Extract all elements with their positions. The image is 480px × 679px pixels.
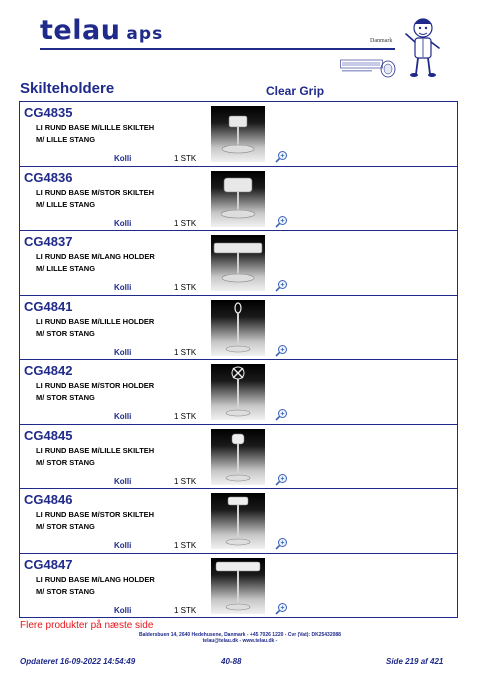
brand-suffix: aps bbox=[126, 24, 164, 44]
zoom-icon[interactable] bbox=[275, 215, 288, 228]
brand-name: telau bbox=[40, 15, 121, 46]
unit-label: Kolli bbox=[114, 476, 132, 486]
quantity: 1 STK bbox=[174, 605, 197, 615]
zoom-icon[interactable] bbox=[275, 279, 288, 292]
tall-stand-long-holder-icon bbox=[211, 558, 265, 614]
next-page-note: Flere produkter på næste side bbox=[20, 620, 154, 631]
product-photo[interactable] bbox=[211, 300, 265, 356]
product-code: CG4837 bbox=[24, 234, 73, 249]
product-description: LI RUND BASE M/STOR SKILTEH M/ STOR STANG bbox=[36, 510, 155, 531]
product-description: LI RUND BASE M/LILLE SKILTEH M/ STOR STANG bbox=[36, 445, 155, 467]
unit-label: Kolli bbox=[114, 218, 132, 228]
unit-label: Kolli bbox=[114, 605, 132, 615]
quantity: 1 STK bbox=[174, 154, 197, 163]
unit-label: Kolli bbox=[114, 154, 132, 163]
unit-label: Kolli bbox=[114, 412, 132, 421]
mascot-illustration-icon bbox=[402, 14, 444, 80]
quantity: 1 STK bbox=[174, 541, 197, 550]
product-photo[interactable] bbox=[211, 429, 265, 485]
zoom-icon[interactable] bbox=[275, 344, 288, 357]
brand-logo bbox=[40, 15, 163, 46]
short-stand-round-clip-icon bbox=[211, 106, 265, 162]
product-row bbox=[20, 425, 457, 490]
updated-timestamp: Opdateret 16-09-2022 14:54:49 bbox=[20, 657, 136, 666]
zoom-icon[interactable] bbox=[275, 408, 288, 421]
tall-stand-round-clip-icon bbox=[211, 429, 265, 485]
product-list bbox=[19, 101, 458, 618]
product-code: CG4842 bbox=[24, 363, 73, 378]
header-divider bbox=[40, 48, 395, 50]
section-title: Skilteholdere bbox=[20, 80, 115, 97]
product-code: CG4846 bbox=[24, 492, 73, 507]
product-row bbox=[20, 102, 457, 167]
product-photo[interactable] bbox=[211, 235, 265, 291]
product-photo[interactable] bbox=[211, 364, 265, 420]
product-row bbox=[20, 554, 457, 619]
product-description: LI RUND BASE M/STOR HOLDER M/ STOR STANG bbox=[36, 381, 155, 402]
company-contact: telau@telau.dk - www.telau.dk - bbox=[202, 638, 278, 644]
product-code: CG4845 bbox=[24, 427, 73, 443]
quantity: 1 STK bbox=[174, 412, 197, 421]
product-description: LI RUND BASE M/LILLE HOLDER M/ STOR STANG bbox=[36, 316, 155, 338]
quantity: 1 STK bbox=[174, 218, 197, 228]
short-stand-large-clip-icon bbox=[211, 171, 265, 227]
section-subtitle: Clear Grip bbox=[266, 84, 325, 98]
product-photo[interactable] bbox=[211, 493, 265, 549]
product-row bbox=[20, 296, 457, 361]
zoom-icon[interactable] bbox=[275, 602, 288, 615]
product-description: LI RUND BASE M/LILLE SKILTEH M/ LILLE STANG bbox=[36, 123, 155, 144]
unit-label: Kolli bbox=[114, 541, 132, 550]
zoom-icon[interactable] bbox=[275, 473, 288, 486]
unit-label: Kolli bbox=[114, 283, 132, 292]
tall-stand-large-holder-icon bbox=[211, 364, 265, 420]
product-photo[interactable] bbox=[211, 171, 265, 227]
zoom-icon[interactable] bbox=[275, 150, 288, 163]
product-row bbox=[20, 231, 457, 296]
product-description: LI RUND BASE M/STOR SKILTEH M/ LILLE STANG bbox=[36, 187, 155, 209]
product-row bbox=[20, 489, 457, 554]
product-code: CG4836 bbox=[24, 169, 73, 185]
tall-stand-small-holder-icon bbox=[211, 300, 265, 356]
quantity: 1 STK bbox=[174, 283, 197, 292]
product-code: CG4847 bbox=[24, 556, 73, 572]
short-stand-long-holder-icon bbox=[211, 235, 265, 291]
quantity: 1 STK bbox=[174, 476, 197, 486]
company-address: Baldersbuen 14, 2640 Hedehusene, Danmark - +45 7026 1220 - Cvr (Vat): DK25432088 bbox=[139, 632, 341, 638]
unit-label: Kolli bbox=[114, 347, 132, 357]
zoom-icon[interactable] bbox=[275, 537, 288, 550]
country-label: Danmark bbox=[370, 38, 393, 44]
product-row bbox=[20, 360, 457, 425]
product-description: LI RUND BASE M/LANG HOLDER M/ LILLE STANG bbox=[36, 252, 155, 273]
product-description: LI RUND BASE M/LANG HOLDER M/ STOR STANG bbox=[36, 574, 155, 596]
quantity: 1 STK bbox=[174, 347, 197, 357]
product-photo[interactable] bbox=[211, 106, 265, 162]
tall-stand-large-clip-icon bbox=[211, 493, 265, 549]
page-number: Side 219 af 421 bbox=[386, 657, 444, 666]
page-code: 40-88 bbox=[221, 657, 242, 666]
product-photo[interactable] bbox=[211, 558, 265, 614]
product-row bbox=[20, 167, 457, 232]
product-code: CG4835 bbox=[24, 105, 73, 120]
product-code: CG4841 bbox=[24, 298, 73, 314]
certification-logo-icon bbox=[340, 57, 396, 79]
